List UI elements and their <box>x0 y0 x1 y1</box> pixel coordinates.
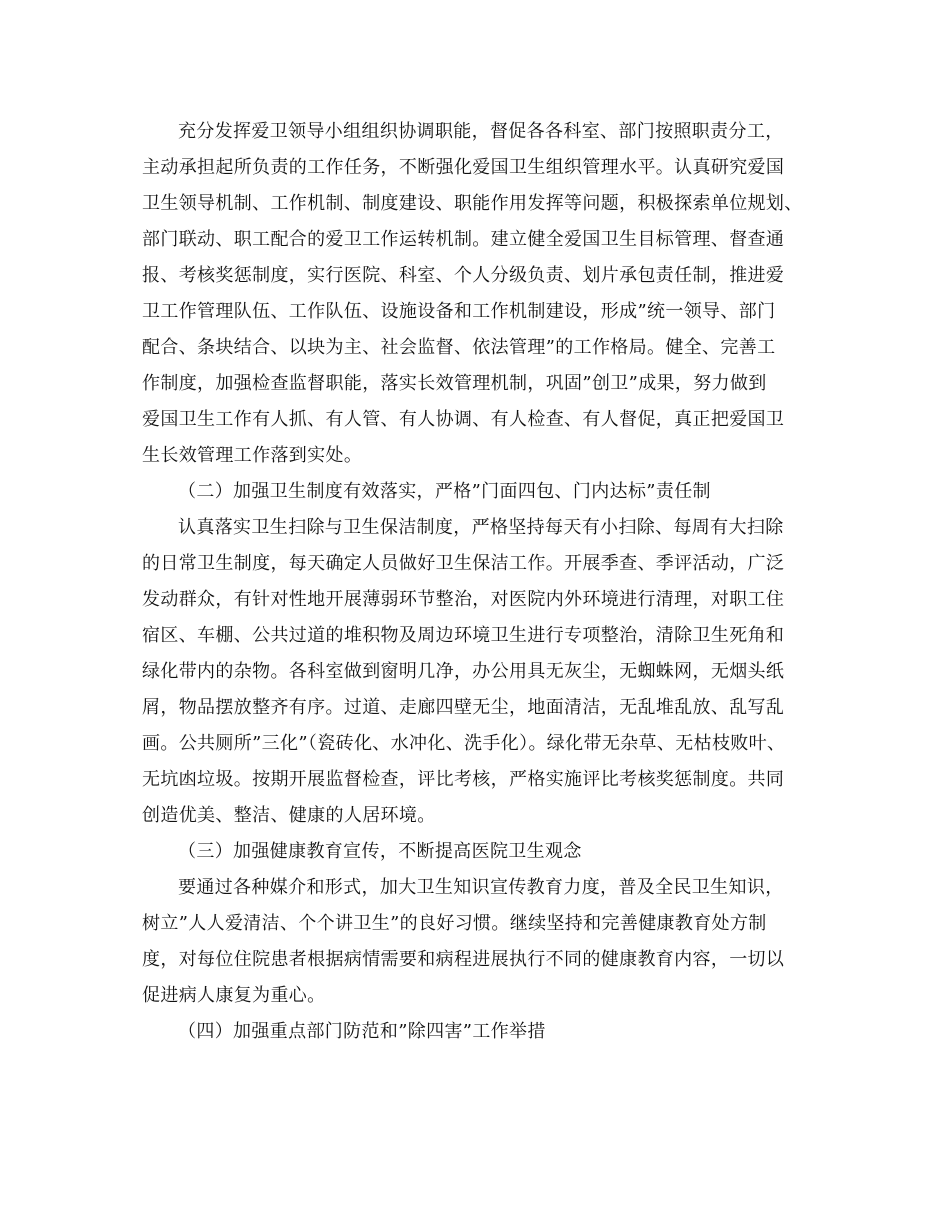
paragraph-line: 屑，物品摆放整齐有序。过道、走廊四壁无尘，地面清洁，无乱堆乱放、乱写乱 <box>142 697 785 718</box>
paragraph-line: 卫生领导机制、工作机制、制度建设、职能作用发挥等问题，积极探索单位规划、 <box>142 193 803 214</box>
paragraph-line: 作制度，加强检查监督职能，落实长效管理机制，巩固”创卫”成果，努力做到 <box>142 373 767 394</box>
paragraph-line: 充分发挥爱卫领导小组组织协调职能，督促各各科室、部门按照职责分工， <box>178 121 784 142</box>
paragraph-line: 促进病人康复为重心。 <box>142 985 326 1006</box>
paragraph-line: 画。公共厕所”三化”（瓷砖化、水冲化、洗手化）。绿化带无杂草、无枯枝败叶、 <box>142 733 786 754</box>
paragraph-line: 认真落实卫生扫除与卫生保洁制度，严格坚持每天有小扫除、每周有大扫除 <box>178 517 784 538</box>
paragraph-line: 生长效管理工作落到实处。 <box>142 445 363 466</box>
paragraph-line: 绿化带内的杂物。各科室做到窗明几净，办公用具无灰尘，无蜘蛛网，无烟头纸 <box>142 661 785 682</box>
paragraph-line: 度，对每位住院患者根据病情需要和病程进展执行不同的健康教育内容，一切以 <box>142 949 785 970</box>
paragraph-line: 树立”人人爱清洁、个个讲卫生”的良好习惯。继续坚持和完善健康教育处方制 <box>142 913 767 934</box>
paragraph-line: 发动群众，有针对性地开展薄弱环节整治，对医院内外环境进行清理，对职工住 <box>142 589 785 610</box>
section-heading: （二）加强卫生制度有效落实，严格”门面四包、门内达标”责任制 <box>178 481 711 502</box>
paragraph-line: 创造优美、整洁、健康的人居环境。 <box>142 805 436 826</box>
paragraph-line: 主动承担起所负责的工作任务，不断强化爱国卫生组织管理水平。认真研究爱国 <box>142 157 785 178</box>
paragraph-line: 卫工作管理队伍、工作队伍、设施设备和工作机制建设，形成”统一领导、部门 <box>142 301 776 322</box>
paragraph-line: 的日常卫生制度，每天确定人员做好卫生保洁工作。开展季查、季评活动，广泛 <box>142 553 785 574</box>
paragraph-line: 要通过各种媒介和形式，加大卫生知识宣传教育力度，普及全民卫生知识， <box>178 877 784 898</box>
paragraph-line: 无坑凼垃圾。按期开展监督检查，评比考核，严格实施评比考核奖惩制度。共同 <box>142 769 785 790</box>
paragraph-line: 爱国卫生工作有人抓、有人管、有人协调、有人检查、有人督促，真正把爱国卫 <box>142 409 785 430</box>
paragraph-line: 配合、条块结合、以块为主、社会监督、依法管理”的工作格局。健全、完善工 <box>142 337 776 358</box>
paragraph-line: 宿区、车棚、公共过道的堆积物及周边环境卫生进行专项整治，清除卫生死角和 <box>142 625 785 646</box>
paragraph-line: 报、考核奖惩制度，实行医院、科室、个人分级负责、划片承包责任制，推进爱 <box>142 265 785 286</box>
section-heading: （四）加强重点部门防范和”除四害”工作举措 <box>178 1021 546 1042</box>
section-heading: （三）加强健康教育宣传，不断提高医院卫生观念 <box>178 841 582 862</box>
paragraph-line: 部门联动、职工配合的爱卫工作运转机制。建立健全爱国卫生目标管理、督查通 <box>142 229 785 250</box>
